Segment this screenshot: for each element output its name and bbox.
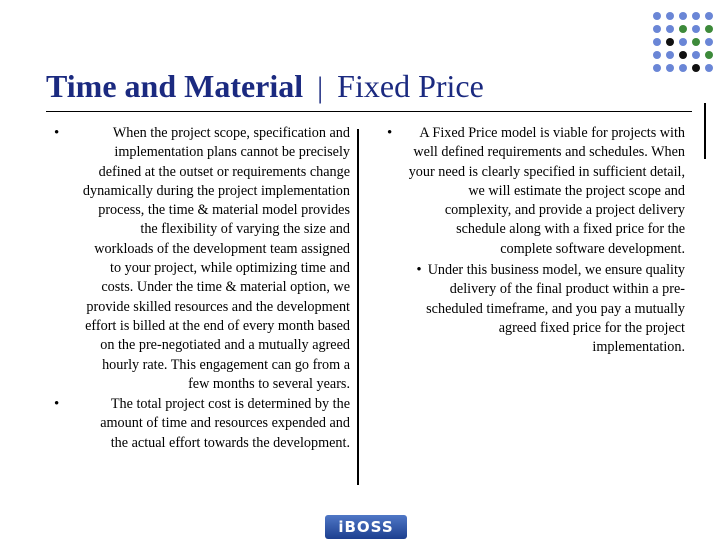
decorative-dot xyxy=(692,25,700,33)
time-and-material-column xyxy=(52,124,350,453)
decorative-dot xyxy=(653,12,661,20)
decorative-dot xyxy=(653,25,661,33)
page-title xyxy=(46,68,484,105)
decorative-dot-grid xyxy=(653,12,717,76)
decorative-dot xyxy=(692,51,700,59)
decorative-dot xyxy=(679,25,687,33)
title-separator: | xyxy=(317,71,324,104)
decorative-dot xyxy=(679,64,687,72)
column-divider xyxy=(357,129,359,485)
decorative-dot xyxy=(705,12,713,20)
list-item xyxy=(385,261,685,357)
bullet-text: When the project scope, specification and implementation plans cannot be precisely defined at the outset or requirements change dynamically during the project implementation process, the time & material model provides the flexibility of varying the size and workloads of the development team assigned to your project, while optimizing time and costs. Under the time & material option, we provide skilled resources and the development effort is billed at the end of every month based on the pre-negotiated and a mutually agreed hourly rate. This engagement can go from a few months to several years. xyxy=(82,125,350,392)
decorative-dot xyxy=(705,38,713,46)
bullet-text: The total project cost is determined by the amount of time and resources expended and the actual effort towards the development. xyxy=(100,396,350,451)
list-item xyxy=(52,395,350,453)
bullet-icon: • xyxy=(387,125,393,141)
decorative-dot xyxy=(679,38,687,46)
decorative-dot xyxy=(666,38,674,46)
decorative-dot xyxy=(666,25,674,33)
title-fixed-price: Fixed Price xyxy=(337,68,484,104)
bullet-icon: • xyxy=(416,262,422,279)
bullet-text: A Fixed Price model is viable for projects with well defined requirements and schedules. When your need is clearly specified in sufficient detail, we will estimate the project scope and complexity, and provide a project delivery schedule along with a fixed price for the complete software development. xyxy=(408,125,685,257)
decorative-dot xyxy=(666,64,674,72)
iboss-logo: iBOSS xyxy=(325,515,407,539)
decorative-dot xyxy=(679,51,687,59)
decorative-dot xyxy=(692,38,700,46)
decorative-dot xyxy=(679,12,687,20)
decorative-dot xyxy=(705,64,713,72)
decorative-dot xyxy=(666,51,674,59)
decorative-dot xyxy=(705,51,713,59)
bullet-text-wrapper xyxy=(385,261,685,357)
decorative-dot xyxy=(692,12,700,20)
right-edge-rule xyxy=(704,103,706,159)
list-item xyxy=(52,124,350,394)
decorative-dot xyxy=(666,12,674,20)
decorative-dot xyxy=(692,64,700,72)
decorative-dot xyxy=(705,25,713,33)
decorative-dot xyxy=(653,51,661,59)
title-time-and-material: Time and Material xyxy=(46,68,304,104)
fixed-price-column xyxy=(385,124,685,358)
decorative-dot xyxy=(653,38,661,46)
list-item xyxy=(385,124,685,259)
decorative-dot xyxy=(653,64,661,72)
bullet-icon: • xyxy=(54,396,60,413)
title-underline xyxy=(46,111,692,112)
bullet-text: Under this business model, we ensure quality delivery of the final product within a pre-scheduled timeframe, and you pay a mutually agreed fixed price for the project implementation. xyxy=(426,262,685,356)
bullet-icon: • xyxy=(54,125,60,141)
